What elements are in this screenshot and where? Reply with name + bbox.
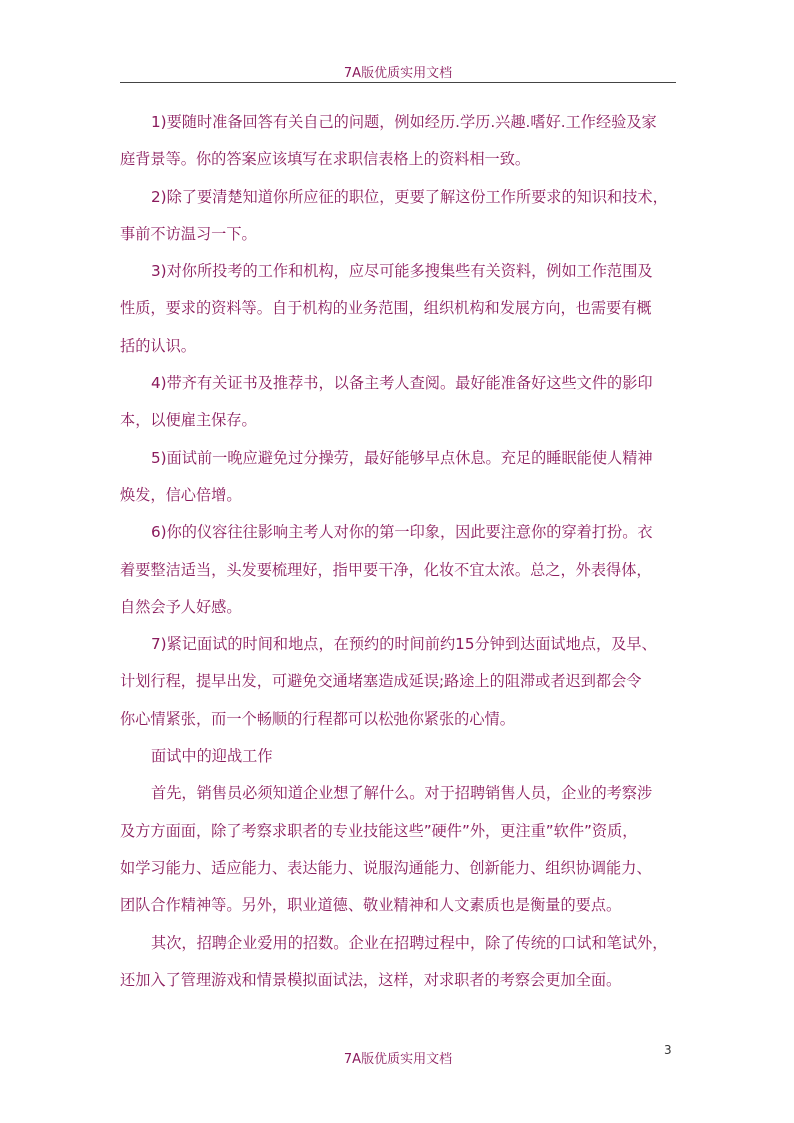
- text-line: 着要整洁适当，头发要梳理好，指甲要干净，化妆不宜太浓。总之，外表得体，: [120, 560, 652, 579]
- page-header: 7A版优质实用文档: [343, 66, 453, 81]
- text-line: 事前不访温习一下。: [120, 224, 257, 243]
- text-line: 1)要随时准备回答有关自己的问题，例如经历.学历.兴趣.嗜好.工作经验及家: [151, 113, 657, 131]
- header-divider: [120, 82, 676, 83]
- paragraph-2: [120, 179, 680, 254]
- page-number: 3: [664, 1043, 672, 1057]
- text-line: 6)你的仪容往往影响主考人对你的第一印象，因此要注意你的穿着打扮。衣: [151, 523, 653, 542]
- section-heading: [120, 738, 680, 775]
- paragraph-7: [120, 626, 680, 738]
- text-line: 还加入了管理游戏和情景模拟面试法，这样，对求职者的考察会更加全面。: [120, 970, 622, 989]
- paragraph-6: [120, 514, 680, 626]
- text-line: 面试中的迎战工作: [151, 747, 273, 766]
- text-line: 5)面试前一晚应避免过分操劳，最好能够早点休息。充足的睡眠能使人精神: [151, 448, 653, 467]
- page-footer: 7A版优质实用文档: [343, 1052, 453, 1067]
- paragraph-3: [120, 253, 680, 365]
- text-line: 其次，招聘企业爱用的招数。企业在招聘过程中，除了传统的口试和笔试外，: [151, 933, 668, 952]
- text-line: 你心情紧张，而一个畅顺的行程都可以松弛你紧张的心情。: [120, 709, 515, 728]
- text-line: 焕发，信心倍增。: [120, 485, 242, 504]
- text-line: 7)紧记面试的时间和地点，在预约的时间前约15分钟到达面试地点，及早、: [151, 635, 657, 654]
- paragraph-4: [120, 365, 680, 440]
- document-body: [120, 104, 680, 999]
- text-line: 自然会予人好感。: [120, 597, 242, 616]
- text-line: 团队合作精神等。另外，职业道德、敬业精神和人文素质也是衡量的要点。: [120, 896, 622, 915]
- text-line: 4)带齐有关证书及推荐书，以备主考人查阅。最好能准备好这些文件的影印: [151, 374, 653, 393]
- text-line: 庭背景等。你的答案应该填写在求职信表格上的资料相一致。: [120, 150, 531, 169]
- paragraph-1: [120, 104, 680, 179]
- paragraph-9: [120, 775, 680, 924]
- text-line: 如学习能力、适应能力、表达能力、说服沟通能力、创新能力、组织协调能力、: [120, 858, 652, 877]
- paragraph-10: [120, 925, 680, 1000]
- text-line: 本，以便雇主保存。: [120, 411, 257, 430]
- paragraph-5: [120, 440, 680, 515]
- text-line: 计划行程，提早出发，可避免交通堵塞造成延误;路途上的阻滞或者迟到都会令: [120, 672, 642, 691]
- text-line: 首先，销售员必须知道企业想了解什么。对于招聘销售人员，企业的考察涉: [151, 784, 653, 803]
- text-line: 及方方面面，除了考察求职者的专业技能这些”硬件”外，更注重”软件”资质，: [120, 821, 638, 840]
- text-line: 3)对你所投考的工作和机构，应尽可能多搜集些有关资料，例如工作范围及: [151, 262, 653, 281]
- text-line: 性质，要求的资料等。自于机构的业务范围，组织机构和发展方向，也需要有概: [120, 299, 652, 318]
- text-line: 括的认识。: [120, 336, 196, 355]
- text-line: 2)除了要清楚知道你所应征的职位，更要了解这份工作所要求的知识和技术，: [151, 187, 668, 206]
